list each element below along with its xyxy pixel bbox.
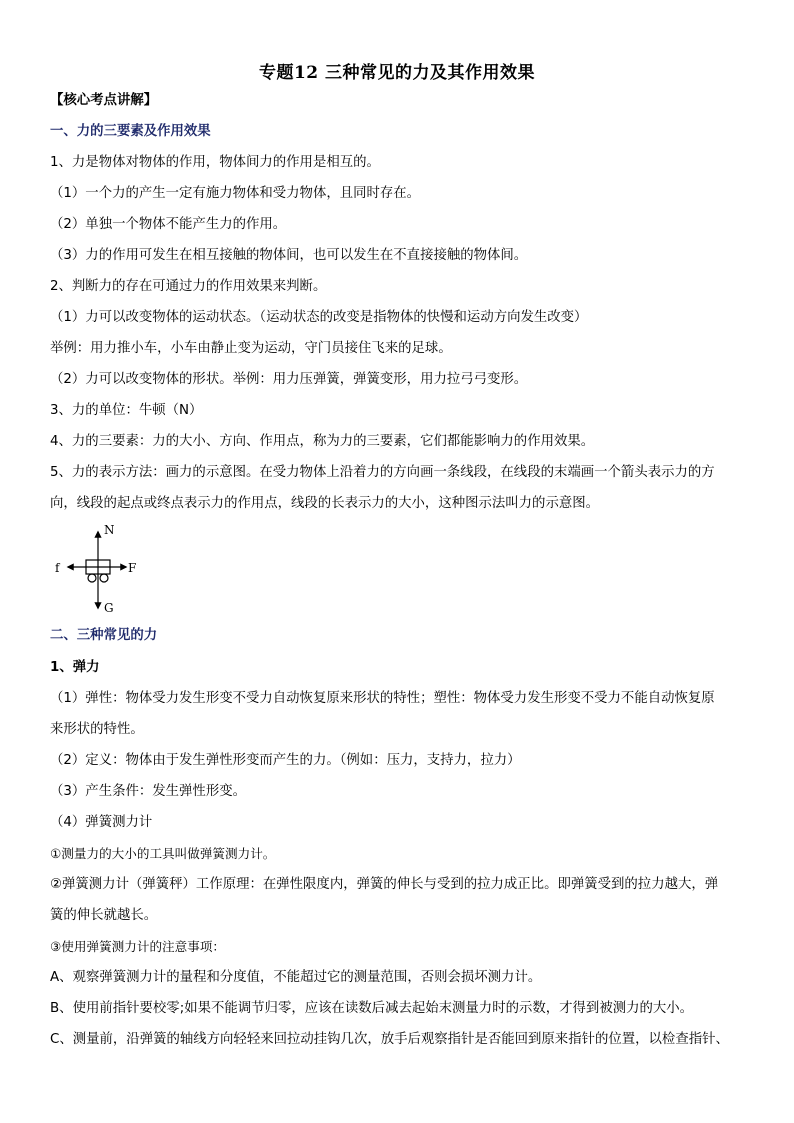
paragraph-line: ③使用弹簧测力计的注意事项：	[50, 939, 226, 954]
paragraph-line: 1、力是物体对物体的作用，物体间力的作用是相互的。	[50, 155, 380, 170]
wheel-left	[88, 574, 96, 582]
paragraph-line: C、测量前，沿弹簧的轴线方向轻轻来回拉动挂钩几次，放手后观察指针是否能回到原来指针的位置，以检查指针、	[50, 1032, 729, 1047]
page-title: 专题12 三种常见的力及其作用效果	[258, 63, 536, 83]
paragraph-line: 向，线段的起点或终点表示力的作用点，线段的长表示力的大小，这种图示法叫力的示意图。	[50, 496, 600, 511]
paragraph-line: ①测量力的大小的工具叫做弹簧测力计。	[50, 846, 276, 861]
label-f-large: F	[128, 561, 137, 575]
paragraph-line: （3）力的作用可发生在相互接触的物体间，也可以发生在不直接接触的物体间。	[50, 248, 528, 263]
paragraph-line: （2）力可以改变物体的形状。举例：用力压弹簧，弹簧变形，用力拉弓弓变形。	[50, 372, 528, 387]
paragraph-line: A、观察弹簧测力计的量程和分度值，不能超过它的测量范围，否则会损坏测力计。	[50, 970, 542, 985]
paragraph-line: 3、力的单位：牛顿（N）	[50, 403, 203, 418]
label-g: G	[104, 601, 114, 615]
paragraph-line: （2）单独一个物体不能产生力的作用。	[50, 217, 287, 232]
paragraph-line: （1）弹性：物体受力发生形变不受力自动恢复原来形状的特性；塑性：物体受力发生形变不受力不能自动恢复原	[50, 691, 715, 706]
part1-heading: 一、力的三要素及作用效果	[50, 124, 211, 139]
paragraph-line: 举例：用力推小车，小车由静止变为运动，守门员接住飞来的足球。	[50, 341, 452, 356]
paragraph-line: （4）弹簧测力计	[50, 815, 153, 830]
force-diagram	[48, 520, 148, 620]
paragraph-line: （1）力可以改变物体的运动状态。（运动状态的改变是指物体的快慢和运动方向发生改变）	[50, 310, 588, 325]
paragraph-line: 2、判断力的存在可通过力的作用效果来判断。	[50, 279, 327, 294]
paragraph-line: （1）一个力的产生一定有施力物体和受力物体，且同时存在。	[50, 186, 421, 201]
paragraph-line: 来形状的特性。	[50, 722, 144, 737]
label-n: N	[104, 523, 115, 537]
paragraph-line: 4、力的三要素：力的大小、方向、作用点，称为力的三要素，它们都能影响力的作用效果。	[50, 434, 595, 449]
paragraph-line: ②弹簧测力计（弹簧秤）工作原理：在弹性限度内，弹簧的伸长与受到的拉力成正比。即弹簧受到的拉力越大，弹	[50, 877, 719, 892]
section-header: 【核心考点讲解】	[50, 93, 158, 108]
wheel-right	[100, 574, 108, 582]
paragraph-line: （3）产生条件：发生弹性形变。	[50, 784, 246, 799]
paragraph-line: B、使用前指针要校零;如果不能调节归零，应该在读数后减去起始末测量力时的示数，才得到被测力的大小。	[50, 1001, 694, 1016]
label-f-small: f	[55, 561, 60, 575]
paragraph-line: 5、力的表示方法：画力的示意图。在受力物体上沿着力的方向画一条线段，在线段的末端画一个箭头表示力的方	[50, 465, 715, 480]
part2-subheading: 1、弹力	[50, 660, 100, 675]
paragraph-line: （2）定义：物体由于发生弹性形变而产生的力。（例如：压力，支持力，拉力）	[50, 753, 521, 768]
part2-heading: 二、三种常见的力	[50, 628, 158, 643]
paragraph-line: 簧的伸长就越长。	[50, 908, 158, 923]
